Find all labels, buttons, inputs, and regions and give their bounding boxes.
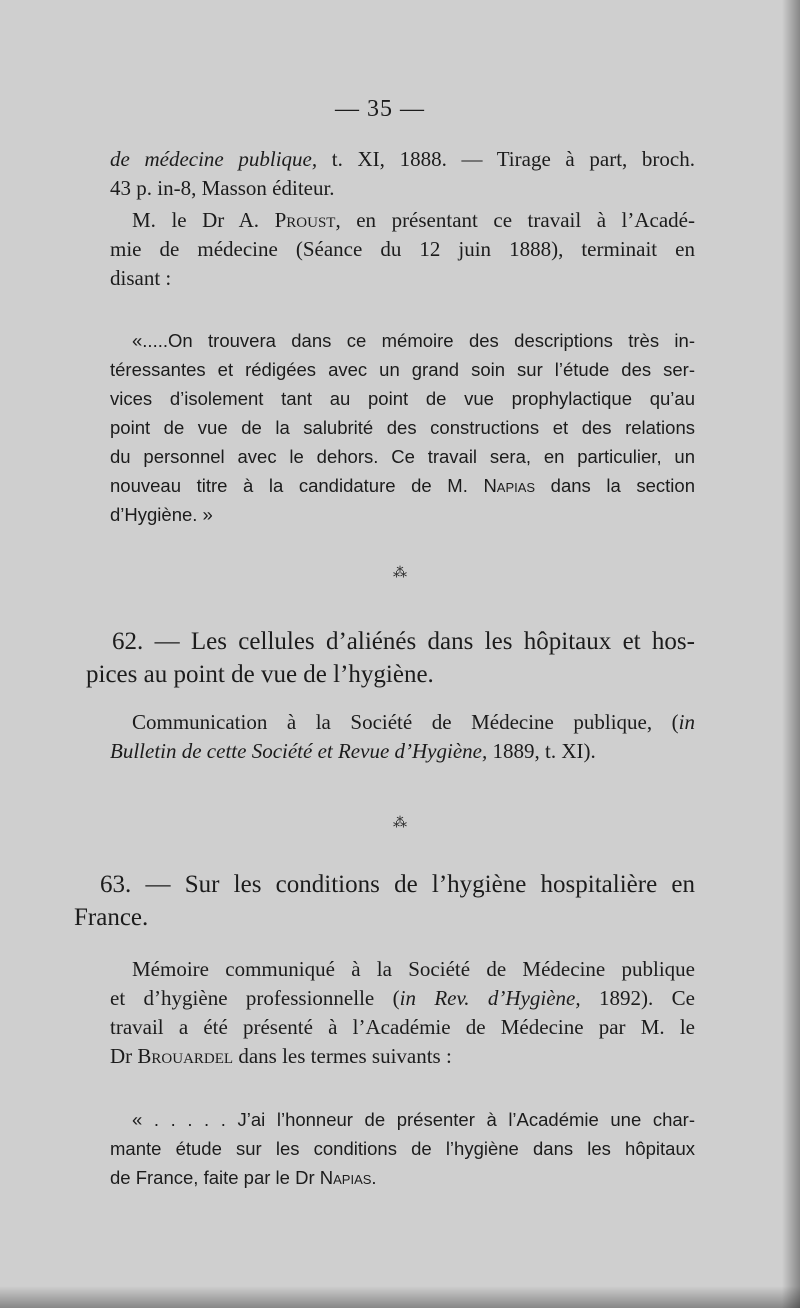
memoire-line-4 [110, 1042, 695, 1071]
quote-proust [110, 326, 695, 529]
entry-62-communication [110, 708, 695, 766]
quote-line [110, 471, 695, 500]
author-name: Proust [274, 208, 336, 232]
proust-line-3: disant : [110, 266, 172, 290]
text-fragment: . [371, 1167, 377, 1188]
text-fragment: dans les termes suivants : [233, 1044, 452, 1068]
quote-line [110, 1163, 695, 1192]
text-fragment: , en présentant ce travail à l’Acadé- [335, 208, 696, 232]
author-name: Brouardel [137, 1044, 234, 1068]
citation-line-2: 43 p. in-8, Masson éditeur. [110, 176, 335, 200]
author-name: Napias [319, 1167, 372, 1188]
text-fragment: 1892). Ce [580, 986, 695, 1010]
text-fragment: et d’hygiène professionnelle ( [110, 986, 400, 1010]
page-edge-shadow [782, 0, 800, 1308]
journal-title: in Rev. d’Hygiène, [399, 986, 581, 1010]
text-fragment: Communication à la Société de Médecine publique, ( [132, 710, 679, 734]
text-fragment: nouveau titre à la candidature de M. [110, 475, 484, 496]
text-fragment: 1889, t. XI). [487, 739, 596, 763]
citation-details: t. XI, 1888. — Tirage à part, broch. [317, 147, 695, 171]
asterism-separator [0, 818, 800, 829]
entry-63-heading [74, 868, 695, 934]
entry-63-memoire [110, 955, 695, 1071]
quote-line: vices d’isolement tant au point de vue prophylactique qu’au [110, 388, 695, 409]
memoire-line-2 [110, 984, 695, 1013]
comm-line-2 [110, 737, 695, 766]
quote-line: du personnel avec le dehors. Ce travail sera, en particulier, un [110, 446, 695, 467]
asterism-glyph: ⁂ [393, 566, 407, 581]
entry-62-line-2: pices au point de vue de l’hygiène. [86, 661, 434, 688]
author-name: Napias [483, 475, 536, 496]
text-fragment: Dr [110, 1044, 138, 1068]
quote-line: point de vue de la salubrité des constructions et des relations [110, 417, 695, 438]
entry-62-line-1: 62. — Les cellules d’aliénés dans les hôpitaux et hos- [112, 628, 695, 655]
entry-62-heading [86, 625, 695, 691]
memoire-line-3: travail a été présenté à l’Académie de Médecine par M. le [110, 1015, 695, 1039]
quote-line: mante étude sur les conditions de l’hygiène dans les hôpitaux [110, 1138, 695, 1159]
page-bottom-shadow [0, 1286, 800, 1308]
quote-line: «.....On trouvera dans ce mémoire des descriptions très in- [132, 330, 695, 351]
journal-title: Bulletin de cette Société et Revue d’Hygiène, [110, 739, 488, 763]
quote-line: « . . . . . J’ai l’honneur de présenter à l’Académie une char- [132, 1109, 695, 1130]
page-number: — 35 — [335, 96, 425, 122]
journal-title: de médecine publique, [110, 147, 318, 171]
proust-paragraph [110, 206, 695, 293]
text-fragment: dans la section [535, 475, 695, 496]
quote-brouardel [110, 1105, 695, 1192]
comm-line-1 [110, 708, 695, 737]
citation-continuation [110, 145, 695, 203]
proust-line-1 [110, 206, 695, 235]
proust-line-2: mie de médecine (Séance du 12 juin 1888), terminait en [110, 237, 695, 261]
text-fragment: de France, faite par le Dr [110, 1167, 320, 1188]
asterism-separator [0, 568, 800, 579]
quote-line: téressantes et rédigées avec un grand soin sur l’étude des ser- [110, 359, 695, 380]
citation-line-1 [110, 145, 695, 174]
asterism-glyph: ⁂ [393, 816, 407, 831]
entry-63-line-2: France. [74, 904, 149, 931]
memoire-line-1: Mémoire communiqué à la Société de Médecine publique [132, 957, 695, 981]
italic-fragment: in [678, 710, 695, 734]
text-fragment: M. le Dr A. [132, 208, 275, 232]
quote-line: d’Hygiène. » [110, 504, 213, 525]
entry-63-line-1: 63. — Sur les conditions de l’hygiène hospitalière en [100, 871, 695, 898]
